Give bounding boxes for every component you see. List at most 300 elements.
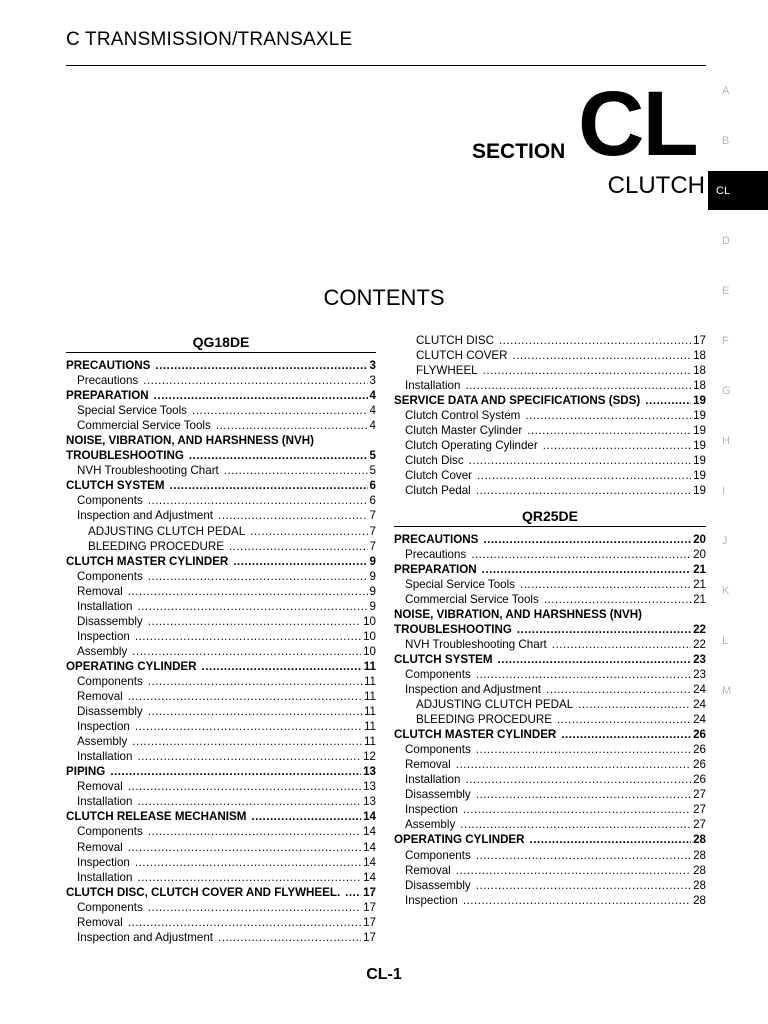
- toc-entry-title: Installation: [405, 773, 461, 787]
- toc-entry[interactable]: [394, 483, 706, 498]
- toc-dot-leader: [463, 893, 691, 908]
- contents-left-column: [66, 332, 376, 945]
- toc-entry-title: Disassembly: [405, 878, 471, 892]
- toc-dot-leader: [512, 348, 691, 363]
- toc-entry[interactable]: [66, 689, 376, 704]
- toc-entry-page: 11: [363, 659, 376, 673]
- toc-entry[interactable]: [394, 393, 706, 408]
- toc-entry[interactable]: [66, 644, 376, 659]
- toc-entry-title: Installation: [405, 379, 461, 393]
- toc-dot-leader: [476, 848, 691, 863]
- toc-dot-leader: [128, 779, 361, 794]
- toc-entry-title: Removal: [405, 863, 451, 877]
- side-index-letter-f[interactable]: F: [722, 335, 729, 347]
- toc-entry[interactable]: [394, 423, 706, 438]
- toc-entry[interactable]: [66, 554, 376, 569]
- toc-entry-page: 11: [363, 674, 376, 688]
- toc-entry[interactable]: [66, 629, 376, 644]
- toc-dot-leader: [148, 493, 368, 508]
- toc-entry-page: 7: [369, 509, 376, 523]
- toc-entry[interactable]: [394, 727, 706, 742]
- toc-entry-page: 10: [363, 644, 376, 658]
- toc-entry-title: Components: [405, 667, 471, 681]
- toc-entry[interactable]: [66, 900, 376, 915]
- toc-dot-leader: [476, 667, 691, 682]
- toc-dot-leader: [148, 674, 362, 689]
- side-index-letter-b[interactable]: B: [722, 135, 730, 147]
- engine-group-title: QG18DE: [66, 332, 376, 353]
- toc-dot-leader: [229, 539, 368, 554]
- toc-dot-leader: [456, 757, 691, 772]
- toc-entry-title: PREPARATION: [394, 562, 477, 576]
- side-index-tab-label: CL: [716, 185, 731, 197]
- toc-entry-page: 10: [363, 629, 376, 643]
- toc-entry-title: Removal: [77, 584, 123, 598]
- side-index-letter-h[interactable]: H: [722, 435, 730, 447]
- toc-entry[interactable]: [394, 787, 706, 802]
- toc-entry-title: Components: [77, 825, 143, 839]
- toc-entry-title: Components: [77, 900, 143, 914]
- toc-entry-page: 17: [363, 900, 376, 914]
- toc-heading: [66, 433, 376, 448]
- toc-entry-title: PRECAUTIONS: [66, 359, 151, 372]
- toc-entry-title: Installation: [77, 599, 133, 613]
- toc-entry-title: NVH Troubleshooting Chart: [405, 637, 547, 651]
- toc-dot-leader: [476, 787, 691, 802]
- toc-dot-leader: [498, 652, 692, 667]
- toc-entry[interactable]: [394, 592, 706, 607]
- toc-entry-page: 20: [693, 547, 706, 561]
- toc-dot-leader: [148, 704, 362, 719]
- toc-entry-page: 13: [363, 795, 376, 809]
- toc-dot-leader: [345, 885, 361, 900]
- toc-dot-leader: [135, 855, 361, 870]
- page-number: CL-1: [366, 966, 402, 983]
- toc-dot-leader: [483, 363, 691, 378]
- toc-entry[interactable]: [394, 802, 706, 817]
- toc-dot-leader: [148, 569, 368, 584]
- toc-entry-title: Special Service Tools: [405, 577, 515, 591]
- toc-entry-page: 4: [369, 389, 376, 403]
- toc-dot-leader: [154, 388, 368, 403]
- toc-entry[interactable]: [394, 453, 706, 468]
- toc-entry-title: TROUBLESHOOTING: [394, 622, 512, 636]
- toc-entry[interactable]: [66, 463, 376, 478]
- toc-dot-leader: [456, 863, 691, 878]
- toc-entry-page: 4: [369, 419, 376, 433]
- toc-entry-page: 9: [369, 599, 376, 613]
- toc-entry[interactable]: [66, 478, 376, 493]
- toc-entry[interactable]: [66, 885, 376, 900]
- toc-entry[interactable]: [66, 915, 376, 930]
- toc-entry[interactable]: [394, 772, 706, 787]
- toc-dot-leader: [482, 562, 691, 577]
- toc-dot-leader: [469, 453, 691, 468]
- toc-dot-leader: [645, 393, 691, 408]
- toc-entry-page: 23: [693, 652, 706, 666]
- toc-entry-page: 17: [363, 930, 376, 944]
- toc-entry[interactable]: [394, 577, 706, 592]
- toc-entry[interactable]: [66, 930, 376, 945]
- toc-entry[interactable]: [394, 893, 706, 908]
- toc-entry-page: 27: [693, 803, 706, 817]
- toc-entry-page: 18: [693, 349, 706, 363]
- toc-entry[interactable]: [66, 749, 376, 764]
- toc-entry-title: CLUTCH COVER: [416, 349, 508, 363]
- toc-entry[interactable]: [66, 840, 376, 855]
- toc-entry[interactable]: [66, 855, 376, 870]
- toc-dot-leader: [517, 622, 691, 637]
- toc-entry-page: 11: [363, 690, 376, 704]
- toc-entry-page: 17: [363, 885, 376, 899]
- toc-dot-leader: [135, 719, 362, 734]
- toc-entry-title: Inspection: [77, 629, 130, 643]
- toc-entry-page: 3: [369, 359, 376, 372]
- toc-dot-leader: [578, 697, 691, 712]
- toc-entry[interactable]: [66, 448, 376, 463]
- toc-entry-title: PIPING: [66, 765, 106, 779]
- toc-dot-leader: [530, 832, 692, 847]
- toc-dot-leader: [148, 614, 361, 629]
- toc-entry-title: Removal: [77, 780, 123, 794]
- toc-entry-page: 11: [363, 720, 376, 734]
- toc-dot-leader: [128, 584, 368, 599]
- toc-entry-title: CLUTCH RELEASE MECHANISM: [66, 810, 247, 824]
- toc-entry-title: CLUTCH DISC, CLUTCH COVER AND FLYWHEEL.: [66, 885, 341, 899]
- toc-entry-title: TROUBLESHOOTING: [66, 449, 184, 463]
- toc-entry[interactable]: [394, 622, 706, 637]
- toc-entry[interactable]: [394, 652, 706, 667]
- toc-entry-page: 19: [693, 439, 706, 453]
- toc-entry-title: Commercial Service Tools: [77, 419, 211, 433]
- toc-dot-leader: [233, 554, 367, 569]
- toc-entry[interactable]: [66, 779, 376, 794]
- toc-entry-title: Clutch Control System: [405, 409, 521, 423]
- toc-entry-page: 5: [369, 449, 376, 463]
- toc-entry-page: 21: [693, 592, 706, 606]
- toc-entry-title: CLUTCH SYSTEM: [66, 479, 165, 493]
- toc-entry[interactable]: [394, 438, 706, 453]
- toc-entry-page: 26: [693, 773, 706, 787]
- toc-entry-page: 24: [693, 682, 706, 696]
- toc-entry-title: NVH Troubleshooting Chart: [77, 464, 219, 478]
- toc-dot-leader: [137, 749, 361, 764]
- toc-entry-page: 9: [369, 569, 376, 583]
- toc-dot-leader: [476, 742, 691, 757]
- toc-entry-page: 19: [693, 469, 706, 483]
- toc-entry-page: 28: [693, 863, 706, 877]
- toc-dot-leader: [561, 727, 691, 742]
- toc-entry-title: CLUTCH MASTER CYLINDER: [66, 554, 229, 568]
- toc-entry-page: 12: [363, 750, 376, 764]
- toc-entry-title: Components: [77, 494, 143, 508]
- toc-entry-title: Inspection: [405, 803, 458, 817]
- toc-entry-page: 11: [363, 705, 376, 719]
- toc-entry-page: 17: [363, 915, 376, 929]
- toc-dot-leader: [483, 532, 691, 547]
- toc-entry-page: 28: [693, 833, 706, 847]
- toc-entry-page: 19: [693, 484, 706, 498]
- toc-dot-leader: [218, 508, 368, 523]
- toc-heading-text: NOISE, VIBRATION, AND HARSHNESS (NVH): [66, 434, 314, 448]
- toc-entry-page: 28: [693, 893, 706, 907]
- toc-entry[interactable]: [66, 388, 376, 403]
- toc-dot-leader: [471, 547, 691, 562]
- side-index-letter-l[interactable]: L: [722, 635, 729, 647]
- toc-entry-title: Precautions: [77, 374, 139, 388]
- toc-entry[interactable]: [66, 824, 376, 839]
- toc-entry[interactable]: [394, 712, 706, 727]
- toc-entry-title: BLEEDING PROCEDURE: [416, 713, 552, 727]
- toc-entry[interactable]: [394, 562, 706, 577]
- toc-entry-page: 22: [693, 622, 706, 636]
- toc-entry-title: OPERATING CYLINDER: [66, 659, 197, 673]
- toc-entry-title: Inspection: [77, 855, 130, 869]
- toc-entry[interactable]: [394, 697, 706, 712]
- toc-entry-page: 24: [693, 698, 706, 712]
- toc-entry-title: Disassembly: [405, 788, 471, 802]
- toc-entry-page: 4: [369, 404, 376, 418]
- toc-dot-leader: [527, 423, 691, 438]
- toc-entry[interactable]: [66, 584, 376, 599]
- toc-entry[interactable]: [66, 539, 376, 554]
- toc-entry[interactable]: [66, 704, 376, 719]
- toc-entry-title: Components: [405, 743, 471, 757]
- toc-entry[interactable]: [66, 358, 376, 373]
- toc-entry[interactable]: [66, 599, 376, 614]
- toc-entry[interactable]: [394, 348, 706, 363]
- toc-entry-page: 14: [363, 870, 376, 884]
- toc-entry[interactable]: [394, 742, 706, 757]
- toc-entry-page: 14: [363, 825, 376, 839]
- toc-entry-title: Installation: [77, 750, 133, 764]
- toc-entry[interactable]: [394, 468, 706, 483]
- toc-entry[interactable]: [394, 817, 706, 832]
- toc-dot-leader: [552, 637, 691, 652]
- toc-entry[interactable]: [66, 764, 376, 779]
- toc-dot-leader: [110, 764, 361, 779]
- side-index-letter-m[interactable]: M: [722, 685, 732, 697]
- side-index-letter-g[interactable]: G: [722, 385, 731, 397]
- toc-entry-title: Precautions: [405, 547, 467, 561]
- toc-entry-page: 26: [693, 743, 706, 757]
- toc-entry-title: Installation: [77, 795, 133, 809]
- toc-entry-title: Commercial Service Tools: [405, 592, 539, 606]
- toc-entry-title: Inspection and Adjustment: [77, 930, 213, 944]
- toc-entry-page: 6: [369, 479, 376, 493]
- toc-entry[interactable]: [66, 524, 376, 539]
- toc-entry[interactable]: [394, 863, 706, 878]
- toc-dot-leader: [476, 878, 691, 893]
- toc-entry-page: 17: [693, 334, 706, 347]
- toc-entry[interactable]: [394, 333, 706, 348]
- toc-dot-leader: [465, 772, 691, 787]
- toc-entry-title: Removal: [77, 915, 123, 929]
- toc-entry[interactable]: [394, 547, 706, 562]
- toc-entry[interactable]: [394, 757, 706, 772]
- toc-entry-page: 3: [369, 374, 376, 388]
- toc-entry-title: Clutch Pedal: [405, 484, 471, 498]
- toc-entry-page: 7: [369, 539, 376, 553]
- toc-dot-leader: [224, 463, 368, 478]
- toc-entry-page: 19: [693, 409, 706, 423]
- side-index-letter-d[interactable]: D: [722, 235, 730, 247]
- toc-dot-leader: [477, 468, 691, 483]
- toc-dot-leader: [132, 734, 362, 749]
- toc-entry[interactable]: [394, 832, 706, 847]
- toc-dot-leader: [520, 577, 691, 592]
- toc-entry-title: Components: [77, 569, 143, 583]
- toc-entry[interactable]: [394, 637, 706, 652]
- toc-dot-leader: [192, 403, 368, 418]
- toc-entry-title: BLEEDING PROCEDURE: [88, 539, 224, 553]
- toc-entry-page: 6: [369, 494, 376, 508]
- toc-entry-title: Inspection and Adjustment: [77, 509, 213, 523]
- toc-entry[interactable]: [66, 659, 376, 674]
- toc-entry-page: 21: [693, 562, 706, 576]
- toc-entry-page: 27: [693, 818, 706, 832]
- toc-entry-title: Installation: [77, 870, 133, 884]
- toc-entry-page: 18: [693, 379, 706, 393]
- toc-entry[interactable]: [66, 674, 376, 689]
- toc-entry[interactable]: [394, 878, 706, 893]
- side-index-letter-e[interactable]: E: [722, 285, 730, 297]
- toc-entry-title: Clutch Master Cylinder: [405, 424, 523, 438]
- toc-entry[interactable]: [394, 682, 706, 697]
- toc-entry-page: 11: [363, 735, 376, 749]
- toc-dot-leader: [189, 448, 368, 463]
- toc-entry[interactable]: [66, 403, 376, 418]
- toc-entry[interactable]: [394, 378, 706, 393]
- section-label: SECTION: [472, 140, 566, 163]
- toc-entry-page: 5: [369, 464, 376, 478]
- toc-dot-leader: [546, 682, 691, 697]
- toc-entry-title: Components: [405, 848, 471, 862]
- toc-dot-leader: [128, 915, 361, 930]
- toc-dot-leader: [499, 333, 691, 348]
- toc-entry-title: Clutch Disc: [405, 454, 464, 468]
- toc-entry[interactable]: [394, 363, 706, 378]
- toc-entry-page: 22: [693, 637, 706, 651]
- side-index-letter-j[interactable]: J: [722, 535, 728, 547]
- toc-heading-text: NOISE, VIBRATION, AND HARSHNESS (NVH): [394, 607, 642, 621]
- section-code: CL: [578, 73, 697, 175]
- chapter-header: C TRANSMISSION/TRANSAXLE: [66, 29, 353, 50]
- toc-entry-title: Clutch Operating Cylinder: [405, 439, 538, 453]
- toc-entry-page: 26: [693, 728, 706, 742]
- toc-dot-leader: [216, 418, 368, 433]
- toc-entry-page: 21: [693, 577, 706, 591]
- toc-dot-leader: [465, 378, 691, 393]
- toc-entry-title: ADJUSTING CLUTCH PEDAL: [88, 524, 246, 538]
- toc-dot-leader: [135, 629, 361, 644]
- toc-entry-title: Removal: [77, 690, 123, 704]
- toc-dot-leader: [476, 483, 691, 498]
- toc-entry-page: 10: [363, 614, 376, 628]
- side-index-tab-cl[interactable]: [708, 171, 768, 210]
- toc-dot-leader: [137, 599, 367, 614]
- toc-entry-title: ADJUSTING CLUTCH PEDAL: [416, 698, 574, 712]
- toc-entry[interactable]: [66, 418, 376, 433]
- toc-dot-leader: [557, 712, 691, 727]
- toc-dot-leader: [148, 824, 361, 839]
- toc-entry-title: SERVICE DATA AND SPECIFICATIONS (SDS): [394, 394, 641, 408]
- toc-dot-leader: [251, 809, 361, 824]
- toc-dot-leader: [250, 524, 367, 539]
- toc-entry-page: 9: [369, 554, 376, 568]
- toc-entry-title: Inspection: [405, 893, 458, 907]
- toc-entry-title: Removal: [77, 840, 123, 854]
- toc-entry[interactable]: [66, 870, 376, 885]
- toc-entry[interactable]: [66, 508, 376, 523]
- toc-entry-title: Components: [77, 674, 143, 688]
- toc-entry-title: Clutch Cover: [405, 469, 473, 483]
- toc-entry-title: Assembly: [77, 644, 128, 658]
- toc-entry[interactable]: [394, 848, 706, 863]
- toc-entry[interactable]: [394, 408, 706, 423]
- contents-heading: CONTENTS: [323, 285, 445, 310]
- toc-heading: [394, 607, 706, 622]
- toc-dot-leader: [148, 900, 361, 915]
- header-rule: [66, 65, 706, 66]
- toc-entry-page: 20: [693, 532, 706, 546]
- toc-entry[interactable]: [66, 734, 376, 749]
- toc-entry-page: 19: [693, 394, 706, 408]
- side-index-letter-k[interactable]: K: [722, 585, 730, 597]
- toc-dot-leader: [170, 478, 368, 493]
- toc-entry-title: FLYWHEEL: [416, 364, 478, 378]
- toc-entry-title: Disassembly: [77, 614, 143, 628]
- toc-entry-title: PRECAUTIONS: [394, 532, 479, 546]
- toc-entry[interactable]: [66, 493, 376, 508]
- toc-entry-page: 27: [693, 788, 706, 802]
- toc-entry-title: Assembly: [405, 818, 456, 832]
- toc-dot-leader: [128, 840, 361, 855]
- toc-entry-title: Special Service Tools: [77, 404, 187, 418]
- toc-entry[interactable]: [66, 614, 376, 629]
- side-index-letter-i[interactable]: I: [722, 485, 726, 497]
- toc-entry-page: 19: [693, 454, 706, 468]
- contents-right-column: [394, 333, 706, 908]
- toc-dot-leader: [218, 930, 361, 945]
- toc-dot-leader: [132, 644, 361, 659]
- toc-entry[interactable]: [66, 719, 376, 734]
- toc-entry-title: Disassembly: [77, 705, 143, 719]
- toc-dot-leader: [155, 358, 367, 373]
- toc-entry[interactable]: [66, 809, 376, 824]
- toc-entry-page: 7: [369, 524, 376, 538]
- side-index-letter-a[interactable]: A: [722, 85, 730, 97]
- toc-entry[interactable]: [394, 532, 706, 547]
- toc-entry[interactable]: [66, 569, 376, 584]
- engine-group-title: QR25DE: [394, 506, 706, 527]
- toc-dot-leader: [525, 408, 691, 423]
- toc-dot-leader: [128, 689, 362, 704]
- toc-dot-leader: [543, 438, 691, 453]
- toc-entry-page: 28: [693, 878, 706, 892]
- toc-entry[interactable]: [394, 667, 706, 682]
- toc-entry-page: 13: [363, 780, 376, 794]
- toc-entry[interactable]: [66, 794, 376, 809]
- toc-entry-page: 13: [363, 765, 376, 779]
- toc-entry-title: Removal: [405, 758, 451, 772]
- toc-entry-title: CLUTCH DISC: [416, 334, 494, 347]
- toc-entry[interactable]: [66, 373, 376, 388]
- toc-entry-title: Assembly: [77, 735, 128, 749]
- toc-entry-page: 9: [369, 584, 376, 598]
- toc-dot-leader: [143, 373, 367, 388]
- toc-entry-title: CLUTCH SYSTEM: [394, 652, 493, 666]
